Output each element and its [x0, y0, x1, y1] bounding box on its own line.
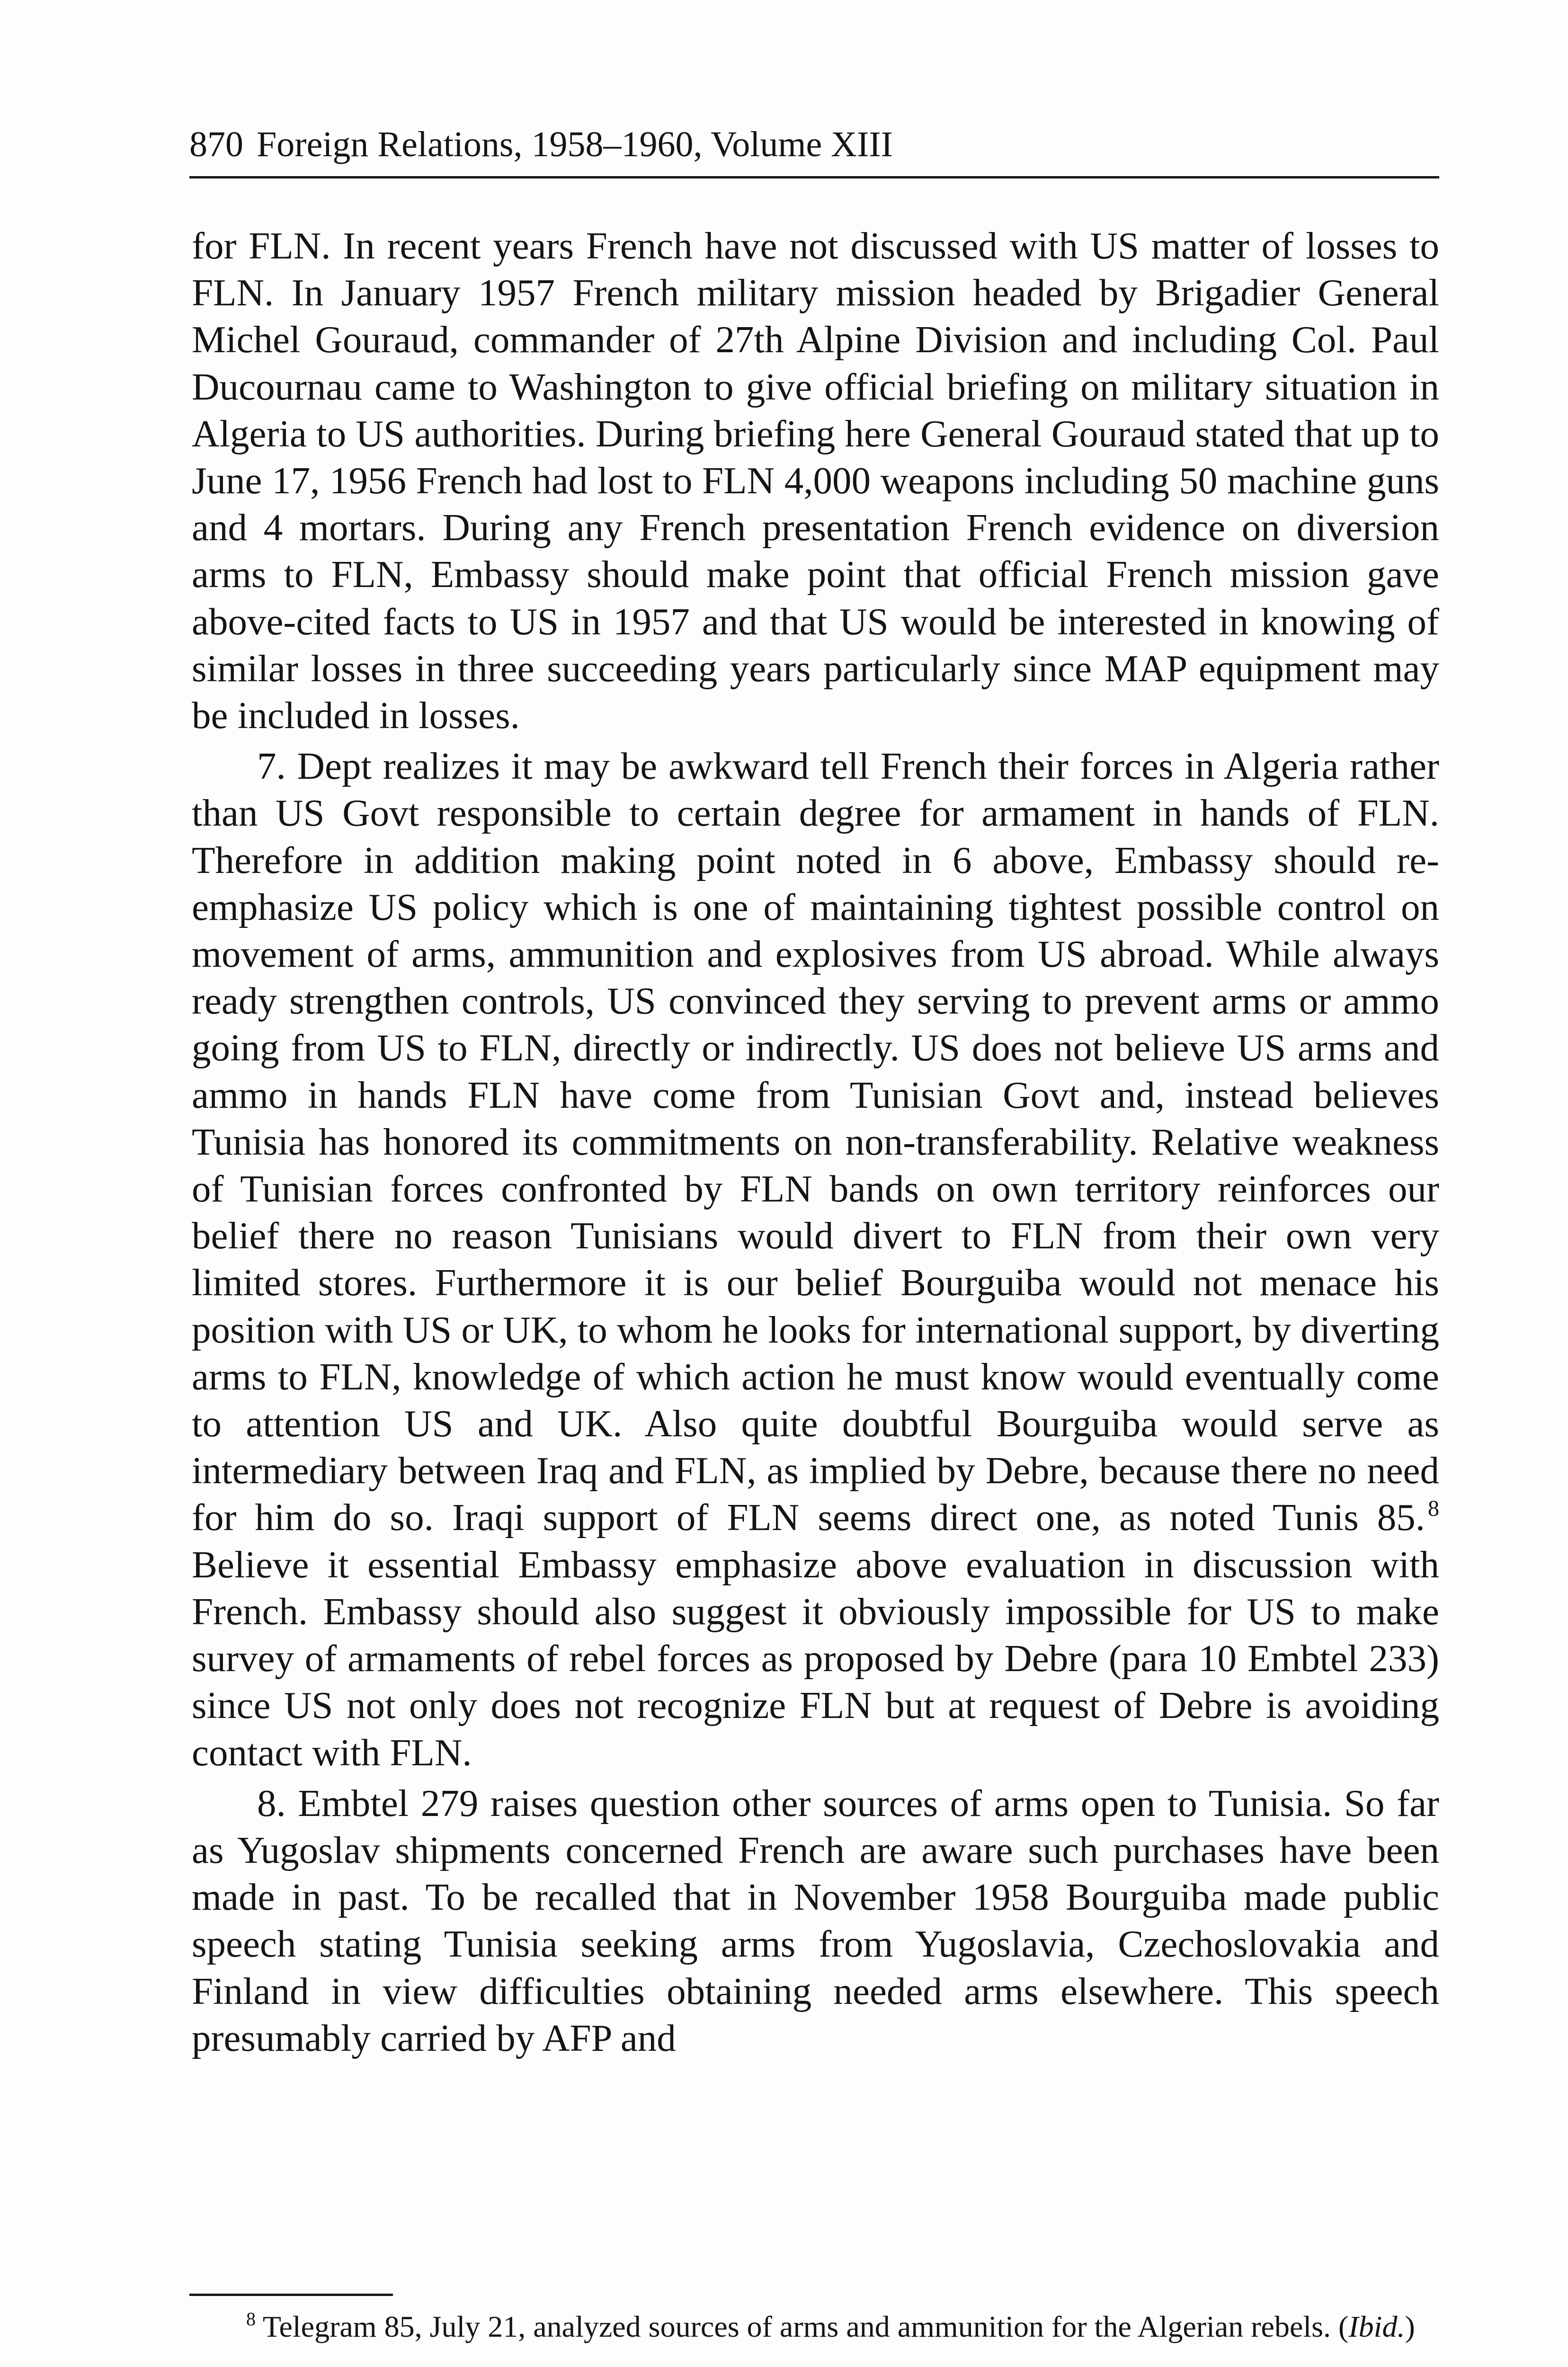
footnote	[189, 2308, 1439, 2346]
footnote-text: Telegram 85, July 21, analyzed sources of arms and ammunition for the Algerian rebels. (	[262, 2310, 1349, 2343]
footnote-reference: 8	[1428, 1496, 1439, 1522]
footnote-marker: 8	[246, 2308, 256, 2330]
footnote-rule	[189, 2294, 393, 2296]
running-head	[189, 121, 1439, 168]
header-rule	[189, 176, 1439, 178]
page-number: 870	[189, 125, 243, 164]
footnote-close: )	[1405, 2310, 1415, 2343]
main-text	[192, 222, 1439, 2062]
paragraph-7-text-cont: Believe it essential Embassy emphasize above evaluation in discussion with French. Embassy should also suggest it obviously impossible for US to make survey of armaments of rebel forces as proposed by Debre (para 10 Embtel 233) since US not only does not recognize FLN but at request of Debre is avoiding contact with FLN.	[192, 1543, 1439, 1774]
paragraph-8: 8. Embtel 279 raises question other sources of arms open to Tunisia. So far as Yugoslav shipments concerned French are aware such purchases have been made in past. To be recalled that in November 1958 Bourguiba made public speech stating Tunisia seeking arms from Yugoslavia, Czechoslovakia and Finland in view difficulties obtaining needed arms elsewhere. This speech presumably carried by AFP and	[192, 1781, 1439, 2059]
paragraph-7-text: 7. Dept realizes it may be awkward tell French their forces in Algeria rather than US Govt responsible to certain degree for armament in hands of FLN. Therefore in addition making point noted in 6 above, Embassy should re-emphasize US policy which is one of maintaining tightest possible control on movement of arms, ammunition and explosives from US abroad. While always ready strengthen controls, US convinced they serving to prevent arms or ammo going from US to FLN, directly or indirectly. US does not believe US arms and ammo in hands FLN have come from Tunisian Govt and, instead believes Tunisia has honored its commitments on non-transferability. Relative weakness of Tunisian forces confronted by FLN bands on own territory reinforces our belief there no reason Tunisians would divert to FLN from their own very limited stores. Furthermore it is our belief Bourguiba would not menace his position with US or UK, to whom he looks for international support, by diverting arms to FLN, knowledge of which action he must know would eventually come to attention US and UK. Also quite doubtful Bourguiba would serve as intermediary between Iraq and FLN, as implied by Debre, because there no need for him do so. Iraqi support of FLN seems direct one, as noted Tunis 85.	[192, 745, 1439, 1539]
paragraph-7	[192, 743, 1439, 1776]
footnote-ibid: Ibid.	[1348, 2310, 1405, 2343]
volume-title: Foreign Relations, 1958–1960, Volume XIII	[257, 125, 893, 164]
paragraph-continued: for FLN. In recent years French have not discussed with US matter of losses to FLN. In January 1957 French military mission headed by Brigadier General Michel Gouraud, commander of 27th Alpine Division and including Col. Paul Ducournau came to Washington to give official briefing on military situation in Algeria to US authorities. During briefing here General Gouraud stated that up to June 17, 1956 French had lost to FLN 4,000 weapons including 50 machine guns and 4 mortars. During any French presentation French evidence on diversion arms to FLN, Embassy should make point that official French mission gave above-cited facts to US in 1957 and that US would be interested in knowing of similar losses in three succeeding years particularly since MAP equipment may be included in losses.	[192, 224, 1439, 737]
